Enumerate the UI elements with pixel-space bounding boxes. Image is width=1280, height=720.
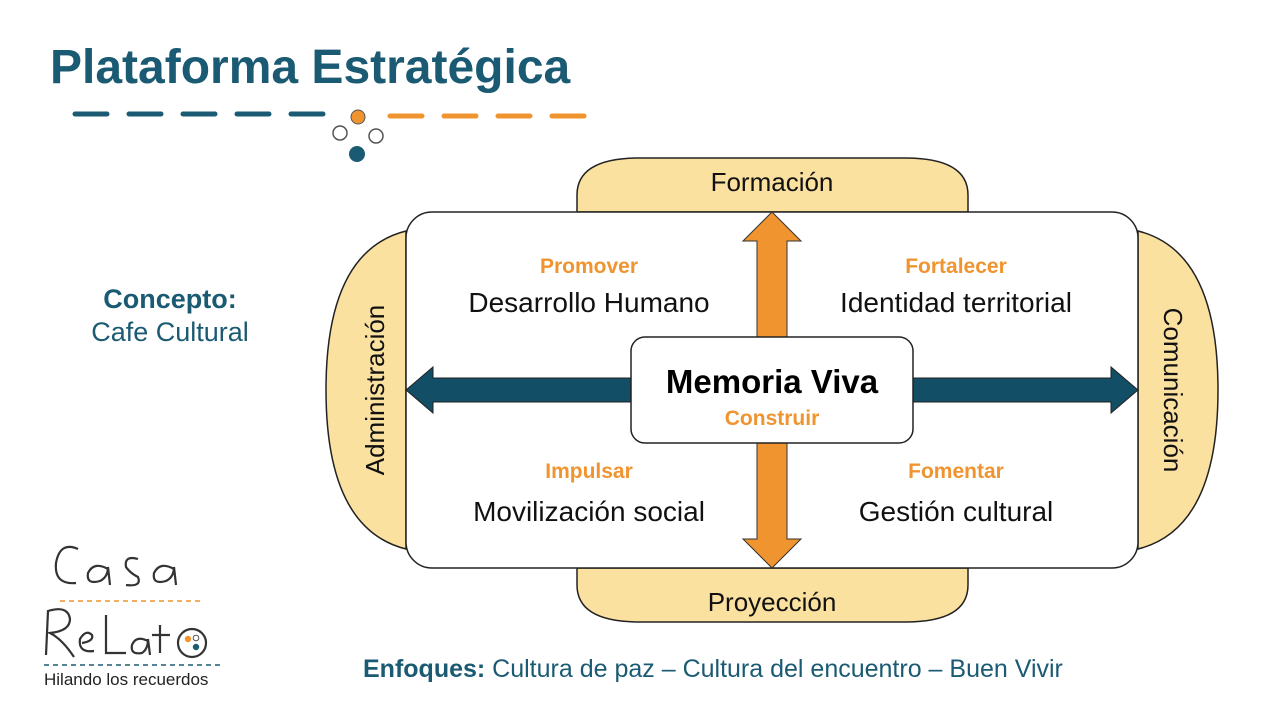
logo-letter-a1 (88, 566, 110, 585)
page-title: Plataforma Estratégica (50, 41, 571, 94)
center-verb: Construir (724, 407, 820, 430)
quadrant-top-right-text: Identidad territorial (840, 287, 1072, 318)
concept-label: Concepto: (103, 284, 237, 314)
quadrant-bottom-right-verb: Fomentar (908, 460, 1004, 483)
top-tab-label: Formación (710, 167, 834, 197)
logo-dot-hollow (193, 635, 199, 641)
logo-letter-l (106, 615, 126, 653)
right-tab-label: Comunicación (1158, 307, 1188, 473)
logo-dot-blue (193, 644, 199, 650)
logo-tagline: Hilando los recuerdos (44, 670, 209, 689)
logo-letter-s (126, 558, 139, 585)
logo-dot-orange (185, 636, 191, 642)
approaches-text: Cultura de paz – Cultura del encuentro – Buen Vivir (492, 655, 1063, 683)
bottom-tab-label: Proyección (707, 587, 837, 617)
quadrant-bottom-left-text: Movilización social (473, 496, 705, 527)
quadrant-bottom-left-verb: Impulsar (545, 460, 633, 483)
left-tab-label: Administración (360, 304, 390, 476)
concept-value: Cafe Cultural (91, 317, 249, 347)
logo-letter-r (46, 609, 74, 657)
logo-letter-c (56, 547, 78, 583)
logo-letter-t (152, 625, 170, 653)
logo-letter-a3 (132, 639, 150, 655)
quadrant-top-left-verb: Promover (539, 255, 639, 278)
logo-letter-a2 (154, 566, 176, 585)
approaches-line (363, 655, 1063, 684)
logo-letter-o (178, 629, 206, 657)
logo-letter-e (80, 633, 94, 652)
approaches-label: Enfoques: (363, 655, 486, 683)
quadrant-top-right-verb: Fortalecer (905, 255, 1007, 278)
quadrant-bottom-right-text: Gestión cultural (858, 496, 1054, 527)
center-title: Memoria Viva (665, 363, 879, 400)
quadrant-top-left-text: Desarrollo Humano (468, 287, 710, 318)
